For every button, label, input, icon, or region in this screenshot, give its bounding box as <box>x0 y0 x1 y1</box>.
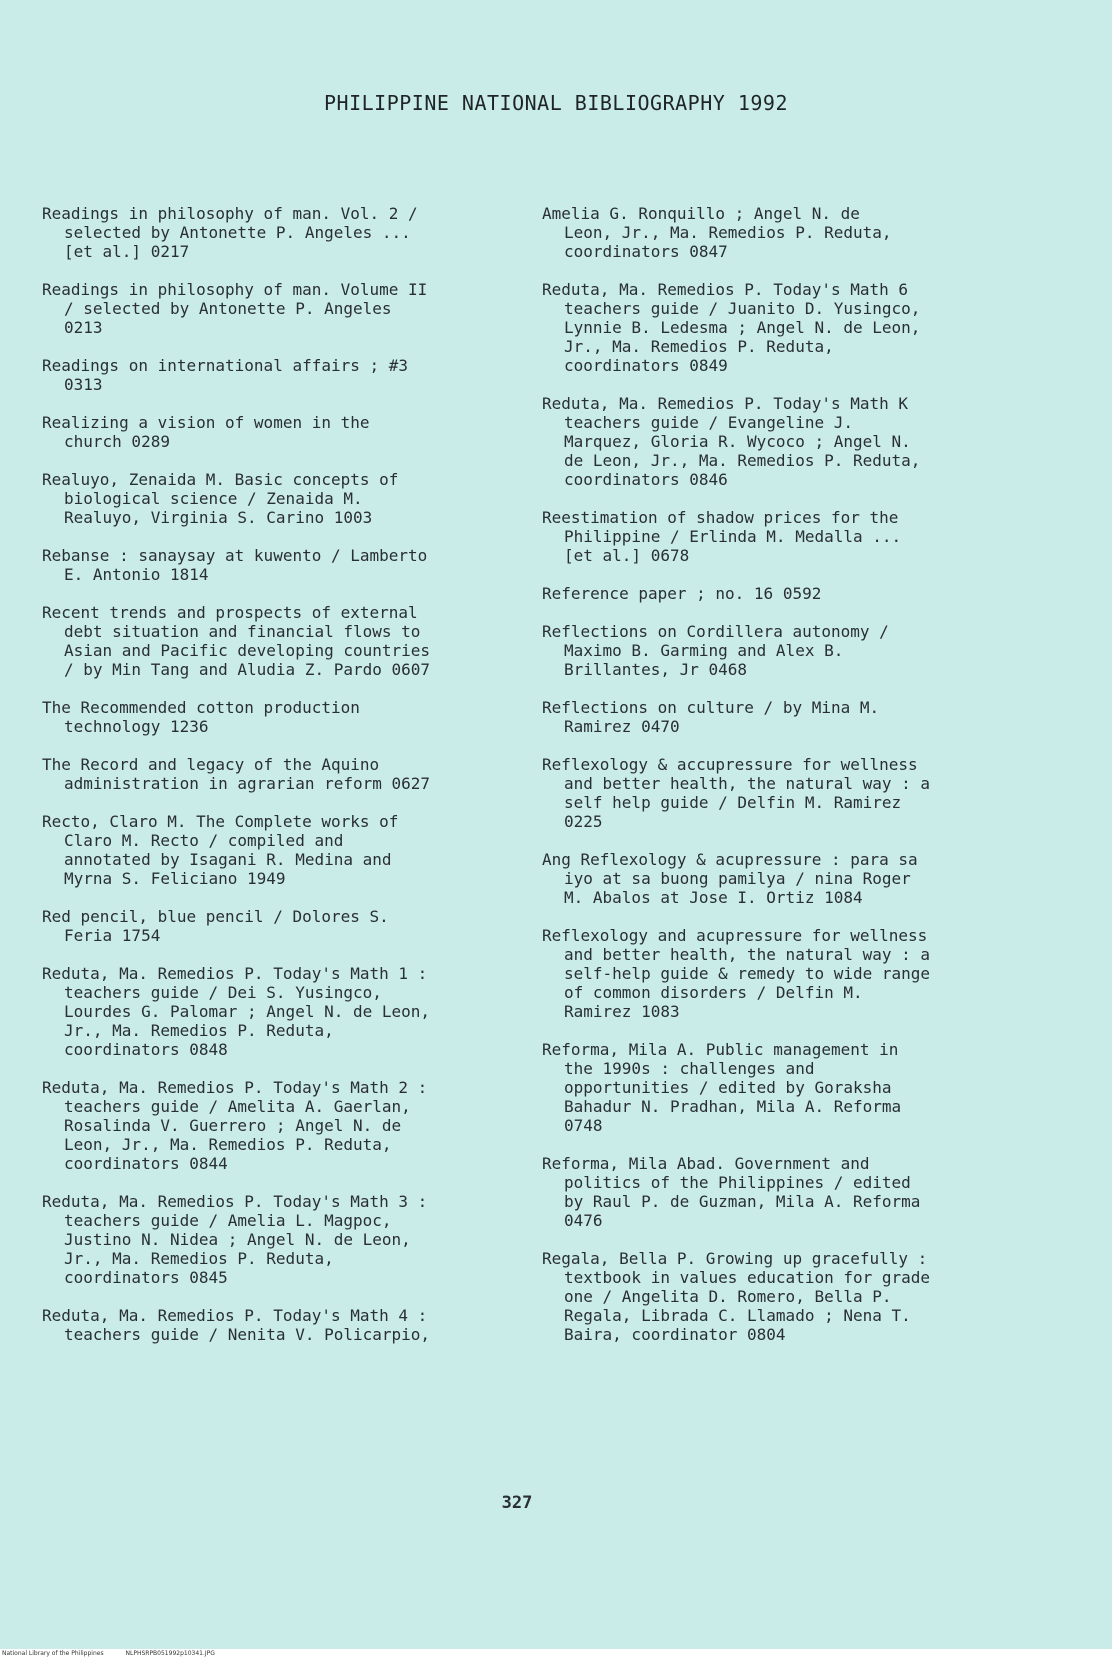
bibliography-entry: Reflections on culture / by Mina M. Ramirez 0470 <box>542 698 880 736</box>
bibliography-entry: Realizing a vision of women in the church 0289 <box>42 413 370 451</box>
scan-library-label: National Library of the Philippines <box>2 1650 104 1657</box>
bibliography-entry: Reflexology & accupressure for wellness and better health, the natural way : a self help guide / Delfin M. Ramirez 0225 <box>542 755 931 831</box>
bibliography-entry: Ang Reflexology & acupressure : para sa iyo at sa buong pamilya / nina Roger M. Abalos at Jose I. Ortiz 1084 <box>542 850 918 907</box>
bibliography-entry: Readings in philosophy of man. Volume II / selected by Antonette P. Angeles 0213 <box>42 280 428 337</box>
bibliography-entry: Reestimation of shadow prices for the Philippine / Erlinda M. Medalla ... [et al.] 0678 <box>542 508 902 565</box>
bibliography-entry: Reflections on Cordillera autonomy / Maximo B. Garming and Alex B. Brillantes, Jr 0468 <box>542 622 889 679</box>
bibliography-entry: Reduta, Ma. Remedios P. Today's Math 6 teachers guide / Juanito D. Yusingco, Lynnie B. Ledesma ; Angel N. de Leon, Jr., Ma. Remedios P. Reduta, coordinators 0849 <box>542 280 921 375</box>
bibliography-entry: Realuyo, Zenaida M. Basic concepts of biological science / Zenaida M. Realuyo, Virginia S. Carino 1003 <box>42 470 399 527</box>
bibliography-entry: Reflexology and acupressure for wellness and better health, the natural way : a self-help guide & remedy to wide range of common disorders / Delfin M. Ramirez 1083 <box>542 926 931 1021</box>
bibliography-entry: Reduta, Ma. Remedios P. Today's Math 4 : teachers guide / Nenita V. Policarpio, <box>42 1306 431 1344</box>
right-column <box>542 204 1017 1363</box>
bibliography-entry: The Record and legacy of the Aquino administration in agrarian reform 0627 <box>42 755 431 793</box>
bibliography-entry: Recto, Claro M. The Complete works of Claro M. Recto / compiled and annotated by Isagani R. Medina and Myrna S. Feliciano 1949 <box>42 812 399 888</box>
bibliography-entry: Rebanse : sanaysay at kuwento / Lamberto E. Antonio 1814 <box>42 546 428 584</box>
bibliography-entry: Reforma, Mila Abad. Government and politics of the Philippines / edited by Raul P. de Guzman, Mila A. Reforma 0476 <box>542 1154 921 1230</box>
bibliography-entry: Reduta, Ma. Remedios P. Today's Math 1 : teachers guide / Dei S. Yusingco, Lourdes G. Palomar ; Angel N. de Leon, Jr., Ma. Remedios P. Reduta, coordinators 0848 <box>42 964 431 1059</box>
left-column <box>42 204 517 1363</box>
bibliography-entry: The Recommended cotton production technology 1236 <box>42 698 360 736</box>
bibliography-entry: Recent trends and prospects of external debt situation and financial flows to Asian and Pacific developing countries / by Min Tang and Aludia Z. Pardo 0607 <box>42 603 431 679</box>
bibliography-entry: Reforma, Mila A. Public management in the 1990s : challenges and opportunities / edited by Goraksha Bahadur N. Pradhan, Mila A. Reforma 0748 <box>542 1040 902 1135</box>
bibliography-entry: Red pencil, blue pencil / Dolores S. Feria 1754 <box>42 907 389 945</box>
scan-footer-strip <box>0 1649 1112 1658</box>
bibliography-entry: Regala, Bella P. Growing up gracefully : textbook in values education for grade one / Angelita D. Romero, Bella P. Regala, Librada C. Llamado ; Nena T. Baira, coordinator 0804 <box>542 1249 931 1344</box>
bibliography-entry: Reference paper ; no. 16 0592 <box>542 584 822 603</box>
page-title: PHILIPPINE NATIONAL BIBLIOGRAPHY 1992 <box>323 91 789 115</box>
bibliography-entry: Reduta, Ma. Remedios P. Today's Math K teachers guide / Evangeline J. Marquez, Gloria R. Wycoco ; Angel N. de Leon, Jr., Ma. Remedios P. Reduta, coordinators 0846 <box>542 394 921 489</box>
bibliography-entry: Reduta, Ma. Remedios P. Today's Math 3 : teachers guide / Amelia L. Magpoc, Justino N. Nidea ; Angel N. de Leon, Jr., Ma. Remedios P. Reduta, coordinators 0845 <box>42 1192 428 1287</box>
bibliography-entry: Readings on international affairs ; #3 0313 <box>42 356 409 394</box>
bibliography-entry: Readings in philosophy of man. Vol. 2 / selected by Antonette P. Angeles ... [et al.] 0217 <box>42 204 418 261</box>
bibliography-entry: Amelia G. Ronquillo ; Angel N. de Leon, Jr., Ma. Remedios P. Reduta, coordinators 0847 <box>542 204 892 261</box>
page-number: 327 <box>501 1493 533 1513</box>
scan-file-label: NLPHSRPB051992p10341.JPG <box>125 1650 215 1657</box>
bibliography-entry: Reduta, Ma. Remedios P. Today's Math 2 : teachers guide / Amelita A. Gaerlan, Rosalinda V. Guerrero ; Angel N. de Leon, Jr., Ma. Remedios P. Reduta, coordinators 0844 <box>42 1078 428 1173</box>
